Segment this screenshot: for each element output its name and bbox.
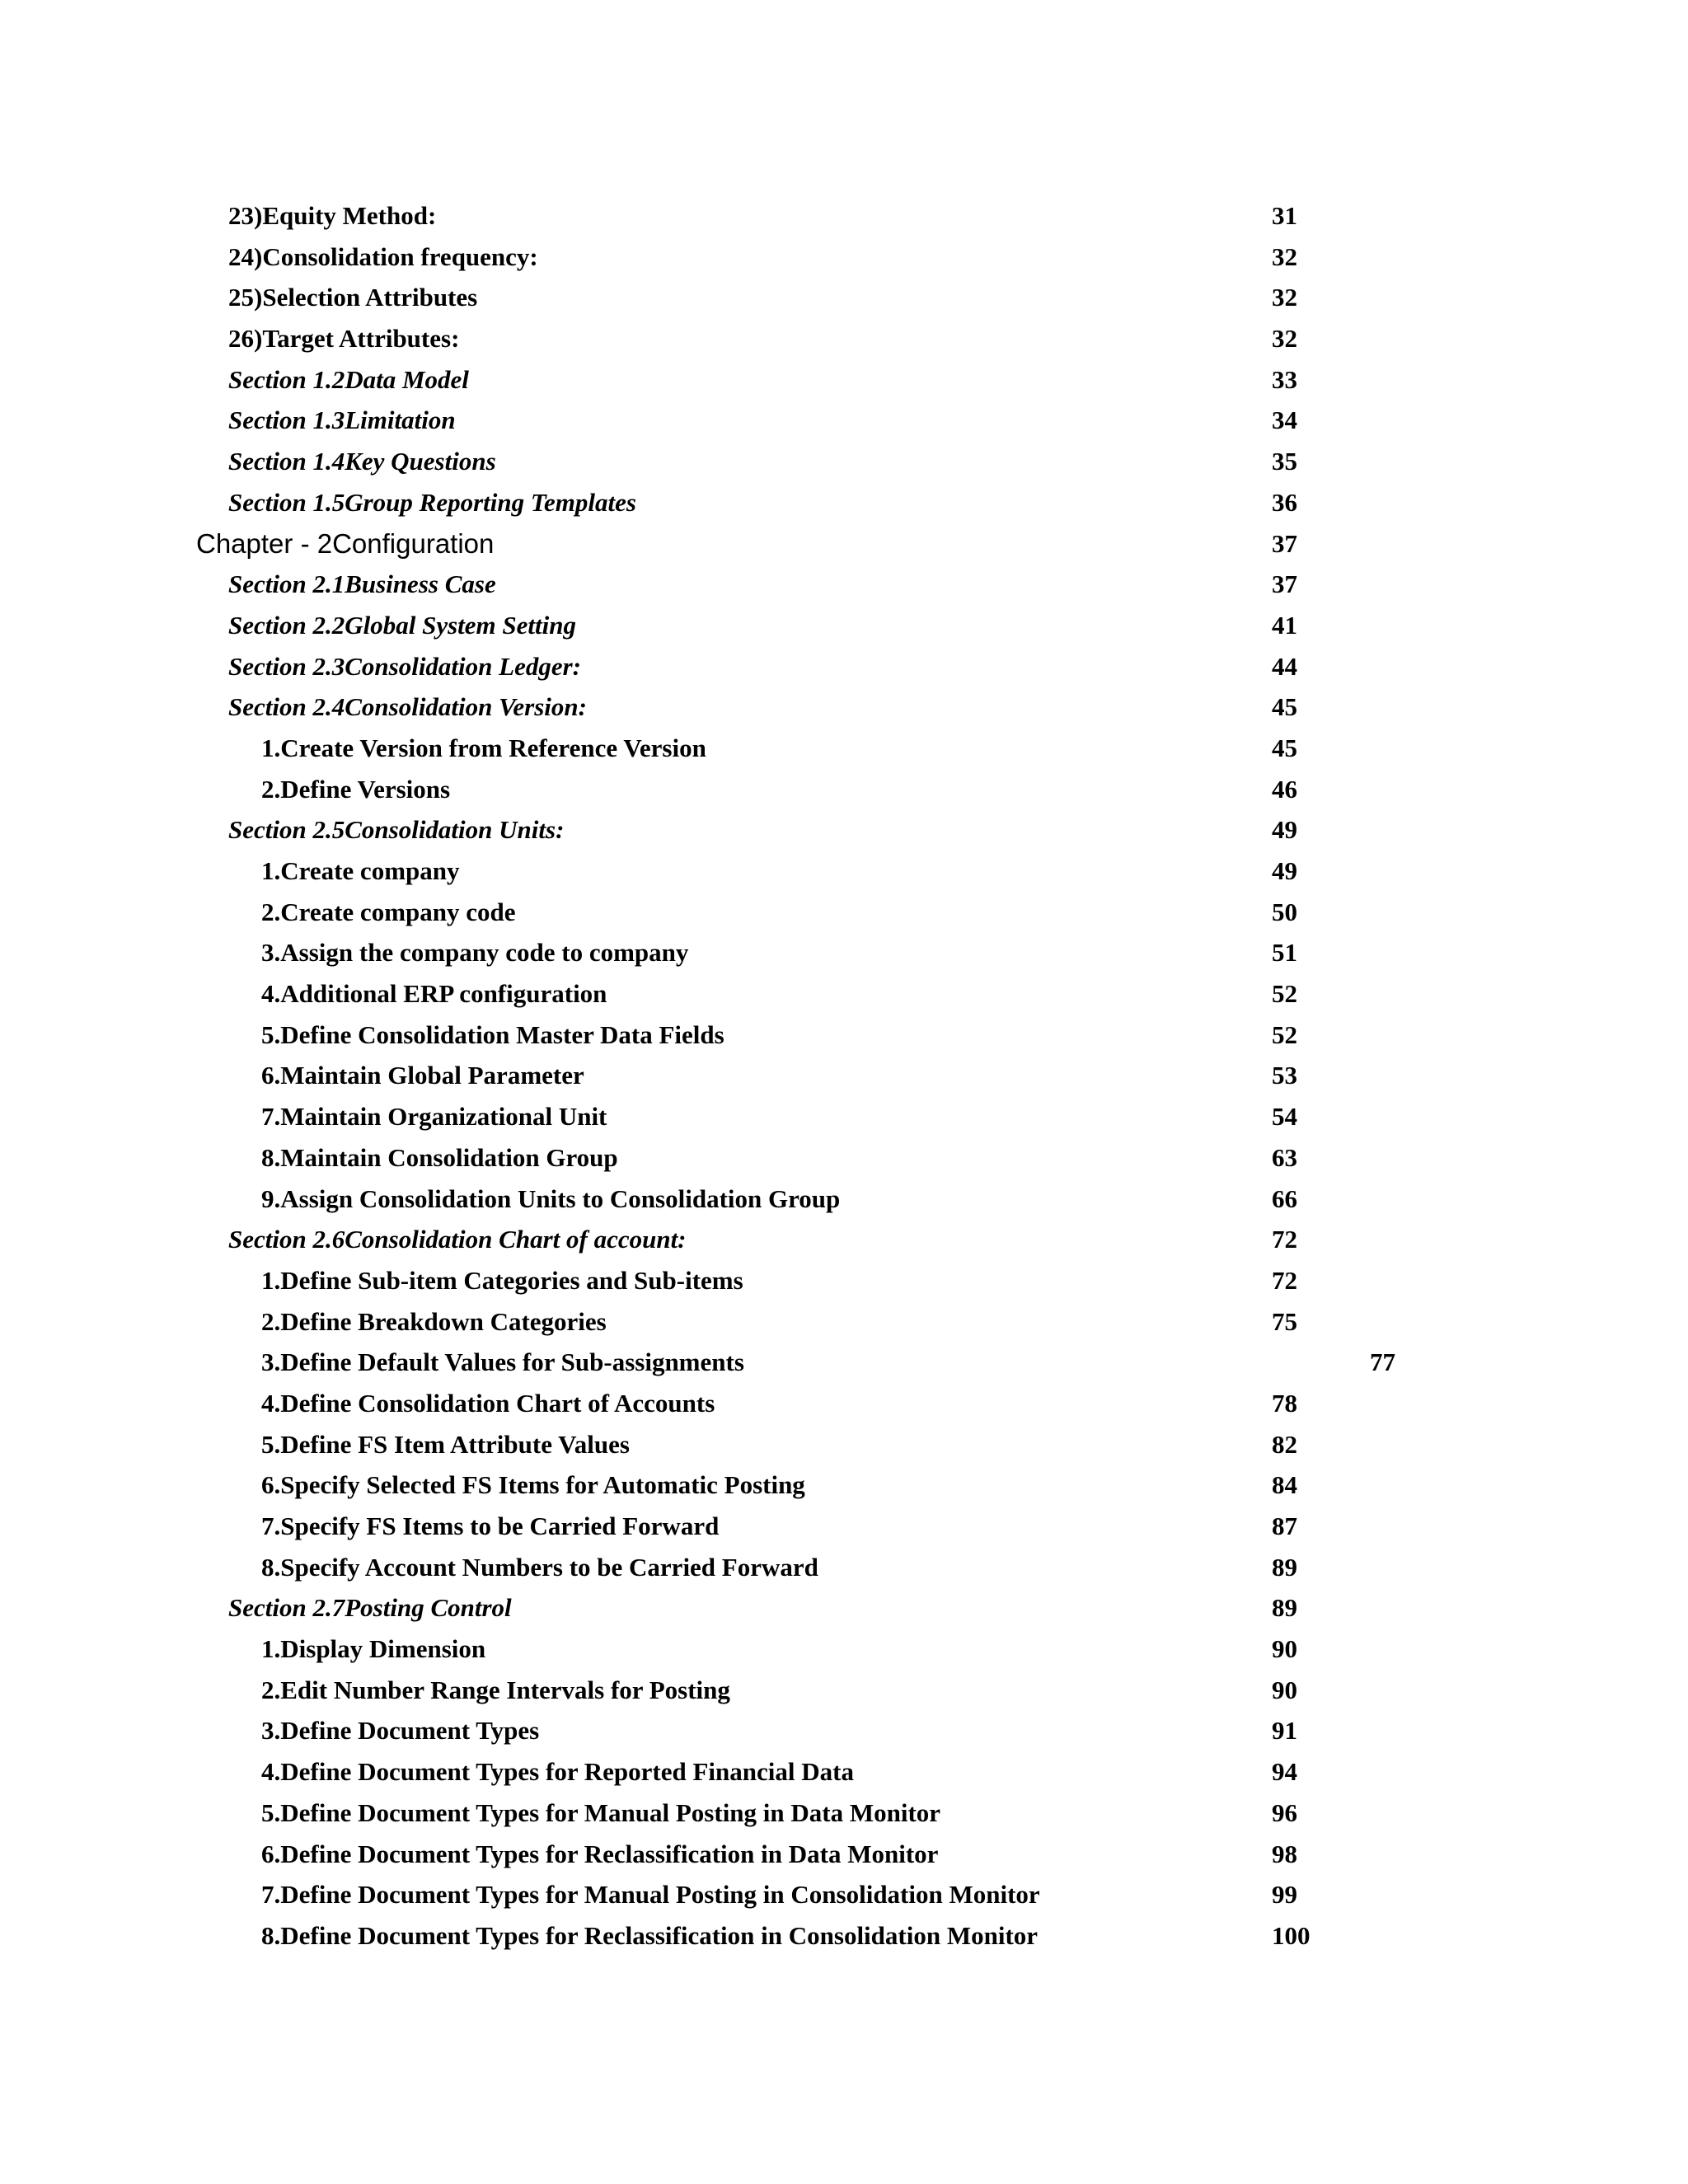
toc-entry-item[interactable] (0, 728, 1688, 769)
toc-entry-title: 3.Assign the company code to company (261, 938, 689, 968)
toc-entry-title: 1.Create company (261, 856, 460, 885)
toc-entry-title: 4.Additional ERP configuration (261, 979, 607, 1009)
toc-page-number: 54 (1272, 1102, 1297, 1132)
toc-page-number: 52 (1272, 1019, 1297, 1049)
toc-entry-title: 5.Define FS Item Attribute Values (261, 1429, 630, 1459)
toc-entry-section[interactable] (0, 1219, 1688, 1260)
toc-entry-title: 8.Specify Account Numbers to be Carried Forward (261, 1552, 818, 1582)
toc-page-number: 91 (1272, 1716, 1297, 1746)
toc-entry-title: 3.Define Document Types (261, 1716, 540, 1746)
toc-entry-heading[interactable] (0, 318, 1688, 359)
toc-page-number: 99 (1272, 1880, 1297, 1910)
toc-entry-title: 25)Selection Attributes (228, 283, 478, 312)
toc-entry-title: Section 2.1Business Case (228, 569, 496, 599)
toc-entry-title: 1.Display Dimension (261, 1634, 486, 1664)
toc-page-number: 96 (1272, 1797, 1297, 1827)
toc-page-number: 90 (1272, 1675, 1297, 1704)
toc-entry-item[interactable] (0, 1137, 1688, 1179)
toc-page-number: 50 (1272, 897, 1297, 926)
toc-entry-item[interactable] (0, 1383, 1688, 1424)
toc-entry-title: Section 2.5Consolidation Units: (228, 815, 565, 845)
toc-entry-title: 1.Define Sub-item Categories and Sub-items (261, 1265, 743, 1295)
toc-entry-item[interactable] (0, 1301, 1688, 1343)
toc-page-number: 33 (1272, 364, 1297, 394)
toc-page-number: 32 (1272, 241, 1297, 271)
toc-entry-title: 1.Create Version from Reference Version (261, 733, 706, 762)
toc-page-number: 72 (1272, 1225, 1297, 1254)
toc-entry-item[interactable] (0, 973, 1688, 1015)
toc-entry-section[interactable] (0, 687, 1688, 728)
toc-entry-title: 26)Target Attributes: (228, 324, 460, 354)
toc-page-number: 89 (1272, 1593, 1297, 1623)
toc-entry-title: Section 1.2Data Model (228, 364, 469, 394)
toc-entry-title: 23)Equity Method: (228, 201, 437, 230)
toc-page-number: 98 (1272, 1839, 1297, 1868)
toc-entry-title: 4.Define Consolidation Chart of Accounts (261, 1388, 715, 1418)
toc-page-number: 44 (1272, 651, 1297, 681)
toc-entry-section[interactable] (0, 1587, 1688, 1629)
toc-entry-section[interactable] (0, 646, 1688, 687)
toc-entry-section[interactable] (0, 400, 1688, 441)
toc-page-number: 36 (1272, 487, 1297, 517)
toc-page-number: 87 (1272, 1511, 1297, 1540)
toc-entry-item[interactable] (0, 932, 1688, 973)
toc-entry-section[interactable] (0, 605, 1688, 646)
toc-entry-title: 9.Assign Consolidation Units to Consolidation Group (261, 1183, 841, 1213)
toc-entry-section[interactable] (0, 359, 1688, 401)
toc-entry-item[interactable] (0, 1096, 1688, 1137)
toc-entry-heading[interactable] (0, 195, 1688, 237)
toc-entry-title: Section 2.2Global System Setting (228, 610, 576, 640)
toc-entry-section[interactable] (0, 482, 1688, 523)
toc-entry-title: Section 2.4Consolidation Version: (228, 692, 587, 722)
toc-entry-item[interactable] (0, 1629, 1688, 1670)
toc-entry-title: Section 1.5Group Reporting Templates (228, 487, 636, 517)
toc-page-number: 53 (1272, 1061, 1297, 1090)
toc-entry-heading[interactable] (0, 277, 1688, 318)
toc-entry-item[interactable] (0, 769, 1688, 810)
toc-entry-title: Section 2.7Posting Control (228, 1593, 512, 1623)
toc-entry-item[interactable] (0, 1793, 1688, 1834)
toc-entry-title: 4.Define Document Types for Reported Financial Data (261, 1757, 854, 1787)
toc-entry-section[interactable] (0, 564, 1688, 605)
toc-entry-title: 5.Define Document Types for Manual Posting in Data Monitor (261, 1797, 941, 1827)
toc-entry-title: 7.Maintain Organizational Unit (261, 1102, 607, 1132)
toc-entry-title: 7.Specify FS Items to be Carried Forward (261, 1511, 720, 1540)
toc-entry-title: Section 2.6Consolidation Chart of account: (228, 1225, 687, 1254)
toc-entry-chapter[interactable] (0, 523, 1688, 565)
toc-entry-title: 2.Define Breakdown Categories (261, 1306, 607, 1336)
toc-page-number: 49 (1272, 856, 1297, 885)
toc-entry-item[interactable] (0, 1670, 1688, 1711)
toc-page-number: 45 (1272, 733, 1297, 762)
toc-page-number: 84 (1272, 1470, 1297, 1500)
toc-entry-item[interactable] (0, 1342, 1688, 1383)
toc-entry-item[interactable] (0, 892, 1688, 933)
toc-entry-title: 2.Define Versions (261, 774, 451, 804)
toc-entry-section[interactable] (0, 441, 1688, 482)
toc-entry-title: Section 1.3Limitation (228, 405, 456, 435)
toc-page-number: 31 (1272, 201, 1297, 230)
toc-page-number: 41 (1272, 610, 1297, 640)
toc-entry-item[interactable] (0, 1751, 1688, 1793)
toc-entry-title: Chapter - 2Configuration (196, 527, 495, 559)
toc-page-number: 51 (1272, 938, 1297, 968)
toc-entry-title: 6.Define Document Types for Reclassification in Data Monitor (261, 1839, 939, 1868)
toc-entry-item[interactable] (0, 1506, 1688, 1547)
toc-entry-item[interactable] (0, 851, 1688, 892)
toc-entry-item[interactable] (0, 1179, 1688, 1220)
toc-entry-item[interactable] (0, 1547, 1688, 1588)
toc-page-number: 77 (1370, 1347, 1395, 1377)
toc-page-number: 34 (1272, 405, 1297, 435)
toc-entry-title: 8.Define Document Types for Reclassification in Consolidation Monitor (261, 1920, 1039, 1950)
toc-page-number: 35 (1272, 447, 1297, 476)
toc-page-number: 100 (1272, 1920, 1311, 1950)
toc-page-number: 89 (1272, 1552, 1297, 1582)
toc-page-number: 49 (1272, 815, 1297, 845)
toc-page-number: 82 (1272, 1429, 1297, 1459)
toc-entry-title: 7.Define Document Types for Manual Posting in Consolidation Monitor (261, 1880, 1040, 1910)
toc-entry-item[interactable] (0, 1710, 1688, 1751)
toc-entry-heading[interactable] (0, 237, 1688, 278)
toc-entry-item[interactable] (0, 1874, 1688, 1915)
toc-entry-item[interactable] (0, 1015, 1688, 1056)
toc-page-number: 63 (1272, 1142, 1297, 1172)
toc-page-number: 45 (1272, 692, 1297, 722)
toc-entry-item[interactable] (0, 1465, 1688, 1506)
toc-page-number: 46 (1272, 774, 1297, 804)
toc-entry-title: 8.Maintain Consolidation Group (261, 1142, 618, 1172)
toc-entry-item[interactable] (0, 1260, 1688, 1301)
toc-page-number: 75 (1272, 1306, 1297, 1336)
toc-entry-title: 24)Consolidation frequency: (228, 241, 538, 271)
toc-page-number: 94 (1272, 1757, 1297, 1787)
toc-entry-title: 6.Specify Selected FS Items for Automatic Posting (261, 1470, 805, 1500)
toc-entry-item[interactable] (0, 1915, 1688, 1957)
toc-page-number: 32 (1272, 324, 1297, 354)
toc-entry-item[interactable] (0, 1834, 1688, 1875)
toc-page-number: 32 (1272, 283, 1297, 312)
toc-page-number: 78 (1272, 1388, 1297, 1418)
toc-entry-item[interactable] (0, 1424, 1688, 1465)
table-of-contents (0, 195, 1688, 1957)
toc-entry-title: 3.Define Default Values for Sub-assignments (261, 1347, 744, 1377)
toc-page-number: 90 (1272, 1634, 1297, 1664)
toc-entry-section[interactable] (0, 809, 1688, 851)
toc-page-number: 37 (1272, 528, 1297, 558)
toc-page-number: 37 (1272, 569, 1297, 599)
toc-page-number: 66 (1272, 1183, 1297, 1213)
toc-entry-title: 2.Create company code (261, 897, 516, 926)
toc-entry-title: Section 2.3Consolidation Ledger: (228, 651, 581, 681)
toc-entry-title: Section 1.4Key Questions (228, 447, 496, 476)
toc-page-number: 52 (1272, 979, 1297, 1009)
toc-entry-item[interactable] (0, 1055, 1688, 1096)
toc-entry-title: 2.Edit Number Range Intervals for Posting (261, 1675, 730, 1704)
toc-entry-title: 6.Maintain Global Parameter (261, 1061, 584, 1090)
toc-entry-title: 5.Define Consolidation Master Data Fields (261, 1019, 724, 1049)
toc-page-number: 72 (1272, 1265, 1297, 1295)
